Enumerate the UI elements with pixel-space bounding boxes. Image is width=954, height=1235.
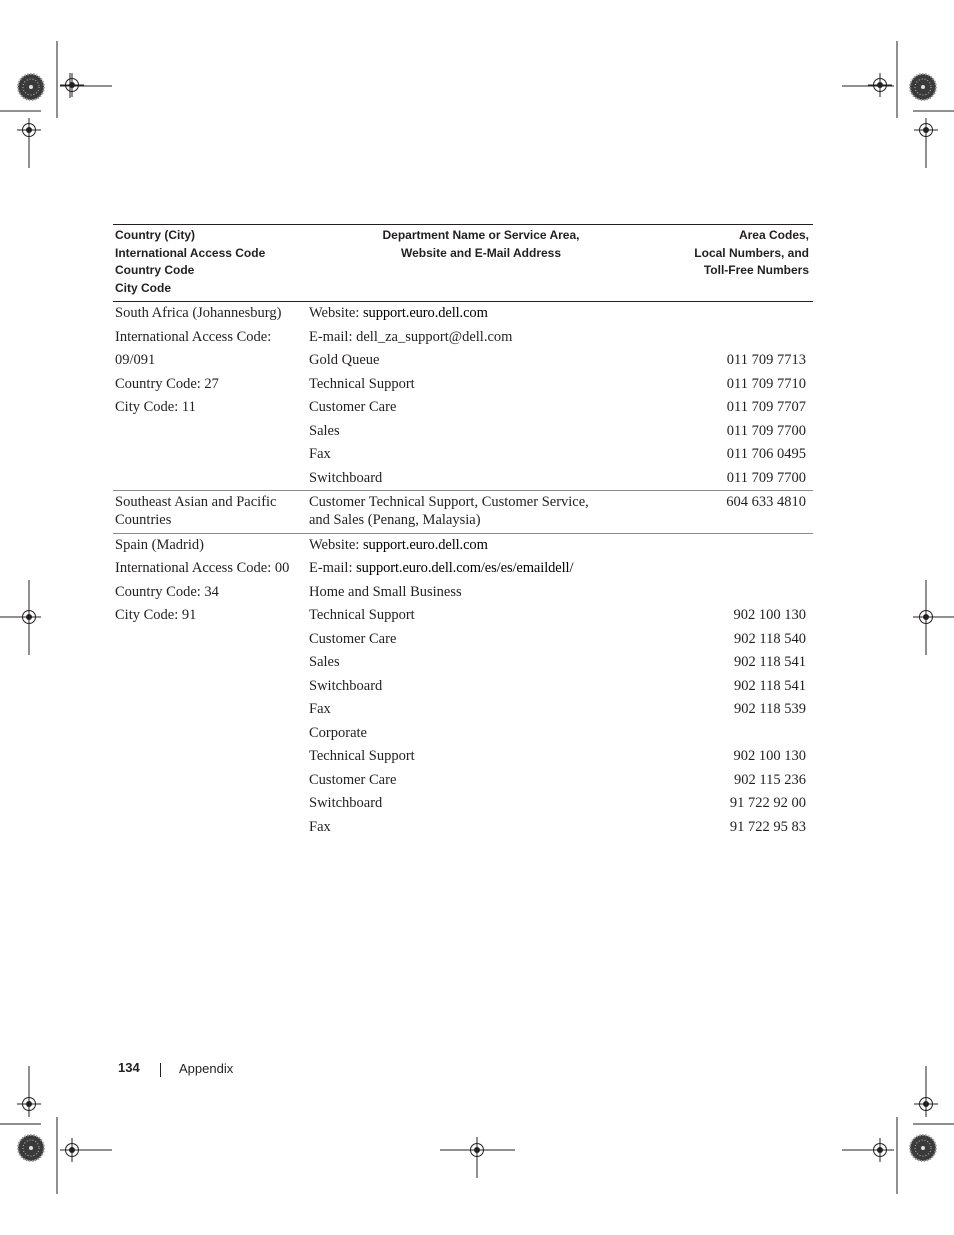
registration-mark bbox=[60, 1138, 84, 1162]
color-target-mark bbox=[18, 74, 44, 100]
table-row bbox=[113, 604, 813, 628]
phone-number: 902 100 130 bbox=[733, 748, 806, 764]
website-label: Website: bbox=[309, 305, 363, 321]
empty-cell bbox=[113, 651, 309, 675]
header-text: Department Name or Service Area, bbox=[382, 228, 580, 242]
city-code bbox=[113, 604, 309, 628]
footer-divider bbox=[160, 1063, 161, 1077]
service-name: Sales bbox=[309, 654, 340, 670]
email-label: E-mail: bbox=[309, 560, 357, 576]
access-code bbox=[113, 557, 309, 581]
empty-cell bbox=[113, 698, 309, 722]
table-row bbox=[113, 722, 813, 746]
registration-mark bbox=[914, 118, 938, 142]
service-name: Switchboard bbox=[309, 795, 383, 811]
table-row bbox=[113, 420, 813, 444]
number-cell bbox=[653, 302, 813, 326]
header-text: City Code bbox=[115, 280, 172, 295]
service-name bbox=[309, 491, 653, 534]
email-link[interactable]: support.euro.dell.com/es/es/emaildell/ bbox=[356, 560, 574, 576]
empty-cell bbox=[113, 722, 309, 746]
section-heading: Home and Small Business bbox=[309, 583, 462, 600]
city-code bbox=[113, 396, 309, 420]
table-row bbox=[113, 816, 813, 840]
phone-number: 011 706 0495 bbox=[726, 446, 806, 462]
number-cell bbox=[653, 533, 813, 557]
contact-numbers-table bbox=[113, 224, 813, 839]
country-name-line: Southeast Asian and Pacific bbox=[115, 494, 277, 510]
page-number: 134 bbox=[118, 1060, 140, 1075]
website-link[interactable]: support.euro.dell.com bbox=[363, 536, 488, 553]
registration-mark bbox=[465, 1138, 489, 1162]
service-name: Switchboard bbox=[309, 677, 383, 694]
service-name: Technical Support bbox=[309, 375, 415, 392]
header-text: Country Code bbox=[115, 263, 195, 277]
service-name: Customer Care bbox=[309, 630, 397, 647]
bottom-left-crop-marks bbox=[0, 1066, 112, 1194]
table-row bbox=[113, 651, 813, 675]
service-name: Fax bbox=[309, 701, 331, 717]
table-row bbox=[113, 745, 813, 769]
top-left-crop-marks bbox=[0, 41, 112, 168]
city-code-label: City Code: bbox=[115, 607, 182, 623]
top-right-crop-marks bbox=[842, 41, 954, 168]
table-row bbox=[113, 302, 813, 326]
phone-number: 902 115 236 bbox=[734, 771, 806, 788]
city-code-label: City Code: bbox=[115, 399, 182, 415]
phone-number: 91 722 92 00 bbox=[729, 795, 806, 811]
number-cell bbox=[653, 722, 813, 746]
email-cell bbox=[309, 557, 653, 581]
header-text: Website and E-Mail Address bbox=[400, 245, 562, 260]
city-code-value: 91 bbox=[181, 607, 197, 623]
registration-mark bbox=[60, 73, 84, 97]
access-code-value: 09/091 bbox=[115, 352, 156, 368]
header-text: Local Numbers, and bbox=[694, 245, 809, 260]
service-name: Switchboard bbox=[309, 469, 383, 486]
table-row bbox=[113, 698, 813, 722]
registration-mark bbox=[868, 1138, 892, 1162]
website-cell bbox=[309, 533, 653, 557]
table-row bbox=[113, 769, 813, 793]
website-cell bbox=[309, 302, 653, 326]
phone-number: 011 709 7710 bbox=[726, 375, 806, 392]
email-address[interactable]: E-mail: dell_za_support@dell.com bbox=[309, 328, 513, 345]
table-row bbox=[113, 675, 813, 699]
registration-mark bbox=[868, 73, 892, 97]
service-name: Technical Support bbox=[309, 607, 415, 623]
table-row bbox=[113, 467, 813, 491]
country-code bbox=[113, 581, 309, 605]
header-text: International Access Code bbox=[115, 245, 266, 260]
service-name: Customer Care bbox=[309, 399, 397, 415]
empty-cell bbox=[113, 792, 309, 816]
service-name-line: Customer Technical Support, Customer Service, bbox=[309, 494, 589, 510]
country-code-value: 34 bbox=[204, 583, 219, 600]
table-header-row bbox=[113, 225, 813, 302]
table-row bbox=[113, 491, 813, 534]
registration-mark bbox=[914, 1092, 938, 1116]
header-text: Area Codes, bbox=[738, 228, 809, 242]
service-name: Fax bbox=[309, 446, 331, 462]
section-name: Appendix bbox=[179, 1061, 234, 1076]
color-target-mark bbox=[18, 1135, 44, 1161]
registration-mark bbox=[17, 1092, 41, 1116]
access-code-label: International Access Code: bbox=[115, 328, 272, 345]
empty-cell bbox=[113, 628, 309, 652]
phone-number: 902 100 130 bbox=[733, 607, 806, 623]
country-name: South Africa (Johannesburg) bbox=[115, 305, 282, 321]
header-text: Country (City) bbox=[115, 228, 195, 242]
service-name: Fax bbox=[309, 818, 331, 835]
table-row bbox=[113, 443, 813, 467]
phone-number: 011 709 7713 bbox=[726, 352, 806, 368]
color-target-mark bbox=[910, 74, 936, 100]
phone-number: 011 709 7707 bbox=[726, 399, 806, 415]
table-row bbox=[113, 533, 813, 557]
table-row bbox=[113, 349, 813, 373]
country-name-line: Countries bbox=[115, 512, 172, 528]
phone-number: 902 118 541 bbox=[734, 677, 806, 694]
service-name-line: and Sales (Penang, Malaysia) bbox=[309, 512, 481, 528]
empty-cell bbox=[113, 769, 309, 793]
phone-number: 902 118 541 bbox=[734, 654, 806, 670]
table-row bbox=[113, 396, 813, 420]
country-code-value: 27 bbox=[204, 375, 219, 392]
service-name: Technical Support bbox=[309, 748, 415, 764]
empty-cell bbox=[113, 745, 309, 769]
header-text: Toll-Free Numbers bbox=[703, 263, 809, 277]
service-name: Gold Queue bbox=[309, 352, 380, 368]
access-code-value: 00 bbox=[274, 560, 290, 576]
header-numbers bbox=[653, 225, 813, 302]
service-name: Customer Care bbox=[309, 771, 397, 788]
table-row bbox=[113, 581, 813, 605]
access-code-label: International Access Code: bbox=[115, 560, 275, 576]
number-cell bbox=[653, 581, 813, 605]
table-row bbox=[113, 557, 813, 581]
registration-mark bbox=[17, 605, 41, 629]
registration-mark bbox=[914, 605, 938, 629]
phone-number: 011 709 7700 bbox=[726, 469, 806, 486]
phone-number: 604 633 4810 bbox=[653, 491, 813, 534]
country-name bbox=[113, 491, 309, 534]
header-department bbox=[309, 225, 653, 302]
city-code-value: 11 bbox=[181, 399, 196, 415]
country-code-label: Country Code: bbox=[115, 375, 205, 392]
registration-mark bbox=[17, 118, 41, 142]
phone-number: 91 722 95 83 bbox=[729, 818, 806, 835]
bottom-right-crop-marks bbox=[842, 1066, 954, 1194]
header-country bbox=[113, 225, 309, 302]
phone-number: 902 118 540 bbox=[734, 630, 806, 647]
number-cell bbox=[653, 326, 813, 350]
country-name: Spain (Madrid) bbox=[113, 533, 309, 557]
table-row bbox=[113, 792, 813, 816]
table-row bbox=[113, 628, 813, 652]
phone-number: 902 118 539 bbox=[734, 701, 806, 717]
number-cell bbox=[653, 557, 813, 581]
table-row bbox=[113, 326, 813, 350]
table-row bbox=[113, 373, 813, 397]
color-target-mark bbox=[910, 1135, 936, 1161]
empty-cell bbox=[113, 675, 309, 699]
empty-cell bbox=[113, 420, 309, 444]
section-heading: Corporate bbox=[309, 724, 367, 741]
country-code-label: Country Code: bbox=[115, 583, 205, 600]
website-label: Website: bbox=[309, 536, 363, 553]
website-link[interactable]: support.euro.dell.com bbox=[363, 305, 488, 321]
empty-cell bbox=[113, 816, 309, 840]
empty-cell bbox=[113, 443, 309, 467]
phone-number: 011 709 7700 bbox=[726, 422, 806, 439]
empty-cell bbox=[113, 467, 309, 491]
country-code bbox=[113, 373, 309, 397]
service-name: Sales bbox=[309, 422, 340, 439]
